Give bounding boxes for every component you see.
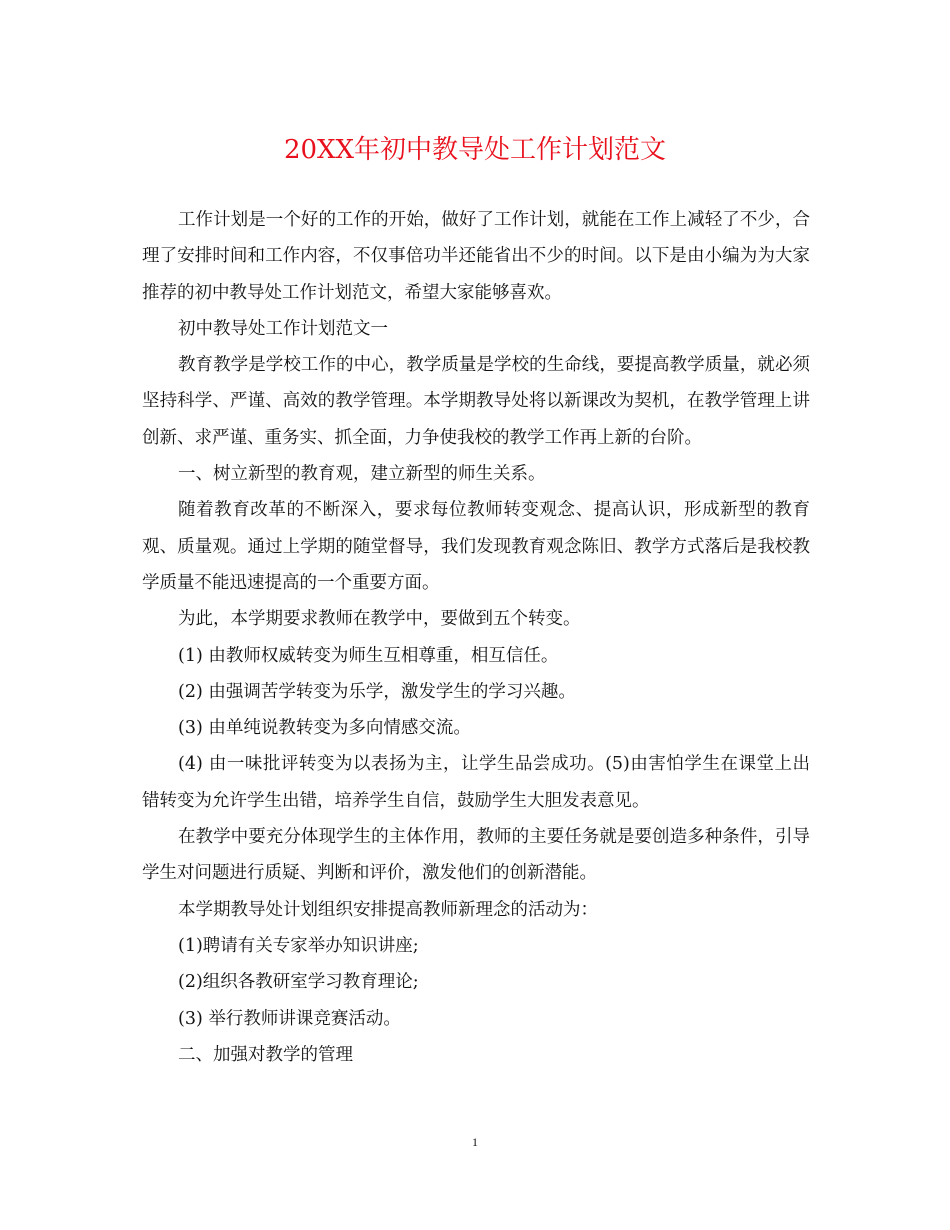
list-item: (1)聘请有关专家举办知识讲座; bbox=[178, 935, 419, 956]
paragraph-heading: 一、树立新型的教育观，建立新型的师生关系。 bbox=[178, 464, 546, 485]
list-item: (3) 由单纯说教转变为多向情感交流。 bbox=[178, 718, 471, 739]
list-item: (4) 由一味批评转变为以表扬为主，让学生品尝成功。(5)由害怕学生在课堂上出错转变为允许学生出错，培养学生自信，鼓励学生大胆发表意见。 bbox=[142, 754, 810, 811]
list-item: (1) 由教师权威转变为师生互相尊重，相互信任。 bbox=[178, 645, 559, 666]
document-body bbox=[142, 202, 810, 1073]
page-number: 1 bbox=[472, 1135, 478, 1149]
paragraph-heading: 二、加强对教学的管理 bbox=[178, 1044, 353, 1065]
paragraph-section-heading-1: 初中教导处工作计划范文一 bbox=[178, 318, 388, 339]
paragraph: 随着教育改革的不断深入，要求每位教师转变观念、提高认识，形成新型的教育观、质量观。通过上学期的随堂督导，我们发现教育观念陈旧、教学方式落后是我校教学质量不能迅速提高的一个重要方面。 bbox=[142, 500, 810, 593]
list-item: (2) 由强调苦学转变为乐学，激发学生的学习兴趣。 bbox=[178, 681, 576, 702]
list-item: (2)组织各教研室学习教育理论; bbox=[178, 972, 419, 993]
paragraph-intro: 工作计划是一个好的工作的开始，做好了工作计划，就能在工作上减轻了不少，合理了安排时间和工作内容，不仅事倍功半还能省出不少的时间。以下是由小编为为大家推荐的初中教导处工作计划范文，希望大家能够喜欢。 bbox=[142, 210, 810, 303]
paragraph: 教育教学是学校工作的中心，教学质量是学校的生命线，要提高教学质量，就必须坚持科学、严谨、高效的教学管理。本学期教导处将以新课改为契机，在教学管理上讲创新、求严谨、重务实、抓全面，力争使我校的教学工作再上新的台阶。 bbox=[142, 355, 810, 448]
list-item: (3) 举行教师讲课竞赛活动。 bbox=[178, 1008, 401, 1029]
paragraph: 本学期教导处计划组织安排提高教师新理念的活动为： bbox=[178, 899, 598, 920]
paragraph: 在教学中要充分体现学生的主体作用，教师的主要任务就是要创造多种条件，引导学生对问题进行质疑、判断和评价，激发他们的创新潜能。 bbox=[142, 827, 810, 884]
paragraph: 为此，本学期要求教师在教学中，要做到五个转变。 bbox=[178, 609, 581, 630]
document-title: 20XX年初中教导处工作计划范文 bbox=[283, 135, 667, 165]
